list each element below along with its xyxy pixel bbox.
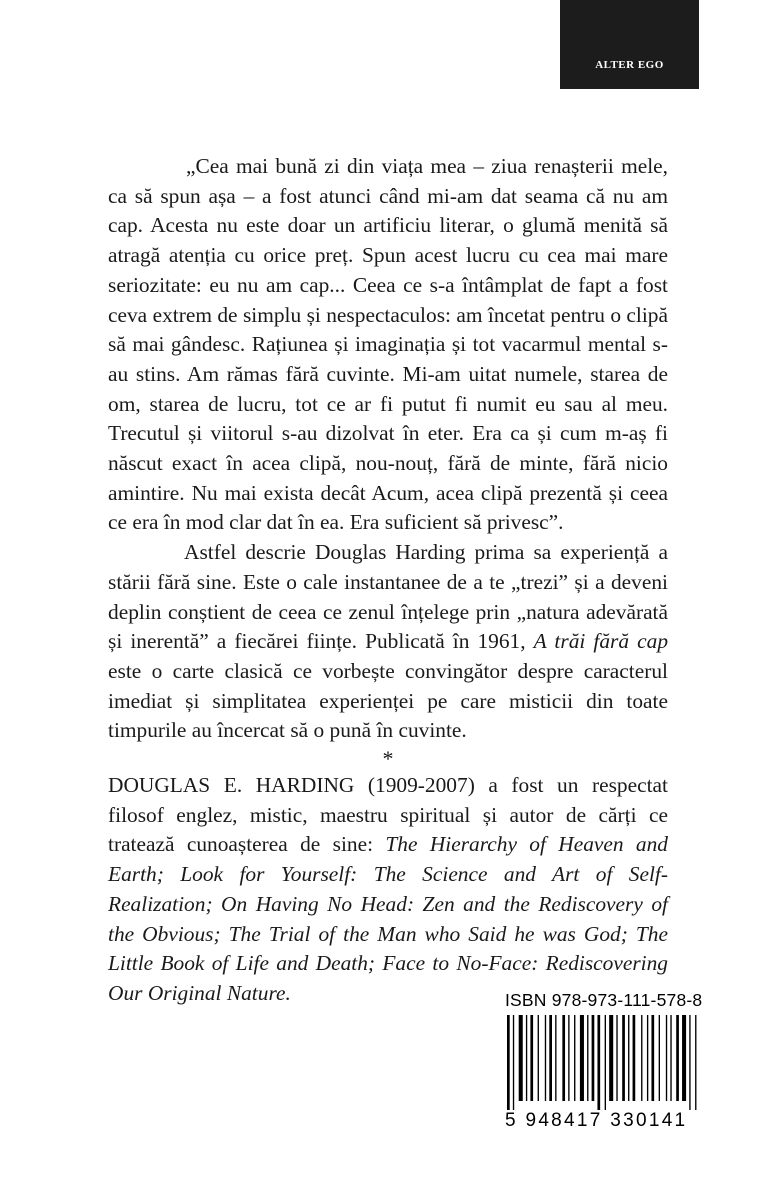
barcode-bar xyxy=(616,1015,617,1101)
author-bio-text: DOUGLAS E. HARDING (1909-2007) a fost un respectat filosof englez, mistic, maestru spiritual și autor de cărți ce tratează cunoașterea de sine: xyxy=(108,773,668,857)
barcode-bar xyxy=(592,1015,595,1101)
description-text-after: este o carte clasică ce vorbește convingător despre caracterul imediat și simplitatea experienței pe care misticii din toate timpurile au încercat să o pună în cuvinte. xyxy=(108,658,668,743)
barcode-bar xyxy=(695,1015,696,1110)
barcode-bar xyxy=(549,1015,552,1101)
barcode-bar xyxy=(545,1015,546,1101)
isbn-number: ISBN 978-973-111-578-8 xyxy=(505,990,703,1010)
barcode-bar xyxy=(689,1015,690,1110)
barcode-bar xyxy=(519,1015,523,1101)
barcode-bar xyxy=(587,1015,588,1101)
description-text-before: Astfel descrie Douglas Harding prima sa experiență a stării fără sine. Este o cale instantanee de a te „trezi” și a deveni deplin conștient de ceea ce zenul înțelege prin „natura adevărată și inerentă” a fiecărei ființe. Publicată în 1961, xyxy=(108,540,668,654)
separator-asterisk: * xyxy=(382,746,394,772)
barcode-bars xyxy=(505,1015,700,1110)
barcode-bar xyxy=(526,1015,527,1101)
barcode-bar xyxy=(562,1015,565,1101)
barcode-bar xyxy=(538,1015,539,1101)
publisher-label: ALTER EGO xyxy=(595,59,664,71)
barcode-bar xyxy=(670,1015,671,1101)
description-paragraph xyxy=(108,538,668,746)
author-bio-paragraph xyxy=(108,771,668,1009)
barcode-bar xyxy=(676,1015,679,1101)
barcode-bar xyxy=(666,1015,667,1101)
barcode-bar xyxy=(651,1015,654,1101)
barcode-bar xyxy=(641,1015,642,1101)
ean-digits: 5 948417 330141 xyxy=(505,1110,688,1131)
author-works-list: The Hierarchy of Heaven and Earth; Look for Yourself: The Science and Art of Self-Realization; On Having No Head: Zen and the Rediscovery of the Obvious; The Trial of the Man who Said he was God; The Little Book of Life and Death; Face to No-Face: Rediscovering Our Original Nature. xyxy=(108,832,668,1005)
book-title: A trăi fără cap xyxy=(533,629,669,654)
barcode-bar xyxy=(605,1015,606,1110)
barcode-bar xyxy=(580,1015,584,1101)
publisher-badge xyxy=(560,0,699,89)
barcode-bar xyxy=(633,1015,636,1101)
barcode-bar xyxy=(507,1015,510,1110)
barcode-bar xyxy=(555,1015,556,1101)
barcode-bar xyxy=(597,1015,600,1110)
barcode-bar xyxy=(659,1015,660,1101)
barcode-bar xyxy=(568,1015,569,1101)
barcode-bar xyxy=(682,1015,686,1101)
back-cover-text xyxy=(108,152,668,1009)
barcode-bar xyxy=(609,1015,613,1101)
barcode-bar xyxy=(628,1015,629,1101)
barcode-bar xyxy=(530,1015,533,1101)
barcode-bar xyxy=(647,1015,648,1101)
barcode-bar xyxy=(622,1015,625,1101)
barcode-bar xyxy=(513,1015,514,1110)
quote-paragraph: „Cea mai bună zi din viața mea – ziua renașterii mele, ca să spun așa – a fost atunci când mi-am dat seama că nu am cap. Acesta nu este doar un artificiu literar, o glumă menită să atragă atenția cu orice preț. Spun acest lucru cu cea mai mare seriozitate: eu nu am cap... Ceea ce s-a întâmplat de fapt a fost ceva extrem de simplu și nespectaculos: am încetat pentru o clipă să mai gândesc. Rațiunea și imaginația și tot vacarmul mental s-au stins. Am rămas fără cuvinte. Mi-am uitat numele, starea de om, starea de lucru, tot ce ar fi putut fi numit eu sau al meu. Trecutul și viitorul s-au dizolvat în eter. Era ca și cum m-aș fi născut exact în acea clipă, nou-nouț, fără de minte, fără nicio amintire. Nu mai exista decât Acum, acea clipă prezentă și ceea ce era în mod clar dat în ea. Era suficient să privesc”. xyxy=(108,154,668,535)
isbn-barcode xyxy=(505,990,703,1131)
barcode-bar xyxy=(574,1015,575,1101)
